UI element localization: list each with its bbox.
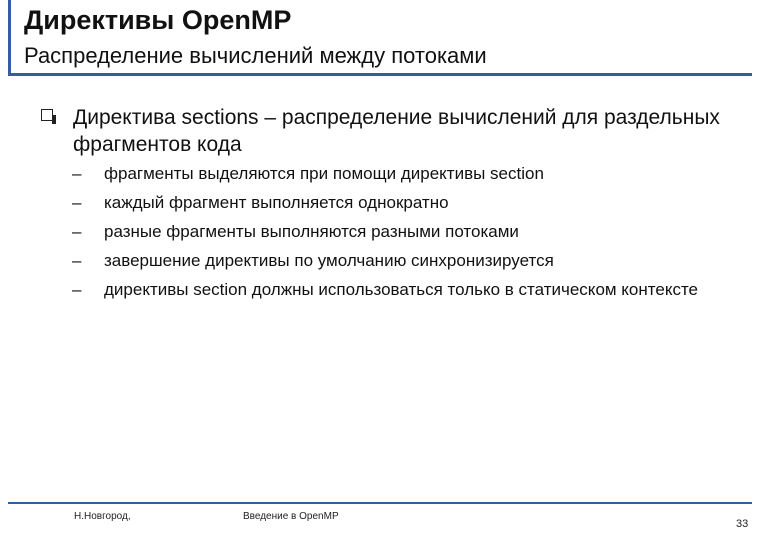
footer-course-title: Введение в OpenMP [243,511,339,522]
title-divider [8,73,752,76]
dash-bullet: – [72,280,82,299]
list-item [72,278,732,301]
slide-title: Директивы OpenMP [24,5,292,35]
sub-bullet-list [72,162,732,307]
list-item-text: директивы section должны использоваться только в статическом контексте [104,280,699,299]
dash-bullet: – [72,193,82,212]
list-item-text: завершение директивы по умолчанию синхронизируется [104,251,554,270]
dash-bullet: – [72,251,82,270]
list-item [72,249,732,272]
title-accent-bar [8,0,11,76]
list-item-text: фрагменты выделяются при помощи директивы section [104,164,544,183]
dash-bullet: – [72,164,82,183]
list-item-text: каждый фрагмент выполняется однократно [104,193,449,212]
main-bullet-text: Директива sections – распределение вычислений для раздельных фрагментов кода [73,106,720,156]
page-number: 33 [736,518,749,530]
footer-divider [8,502,752,504]
list-item [72,191,732,214]
dash-bullet: – [72,222,82,241]
slide-subtitle: Распределение вычислений между потоками [24,43,487,68]
list-item-text: разные фрагменты выполняются разными потоками [104,222,519,241]
list-item [72,162,732,185]
footer-location: Н.Новгород, [74,511,131,522]
checkbox-bullet-icon [41,109,53,121]
list-item [72,220,732,243]
